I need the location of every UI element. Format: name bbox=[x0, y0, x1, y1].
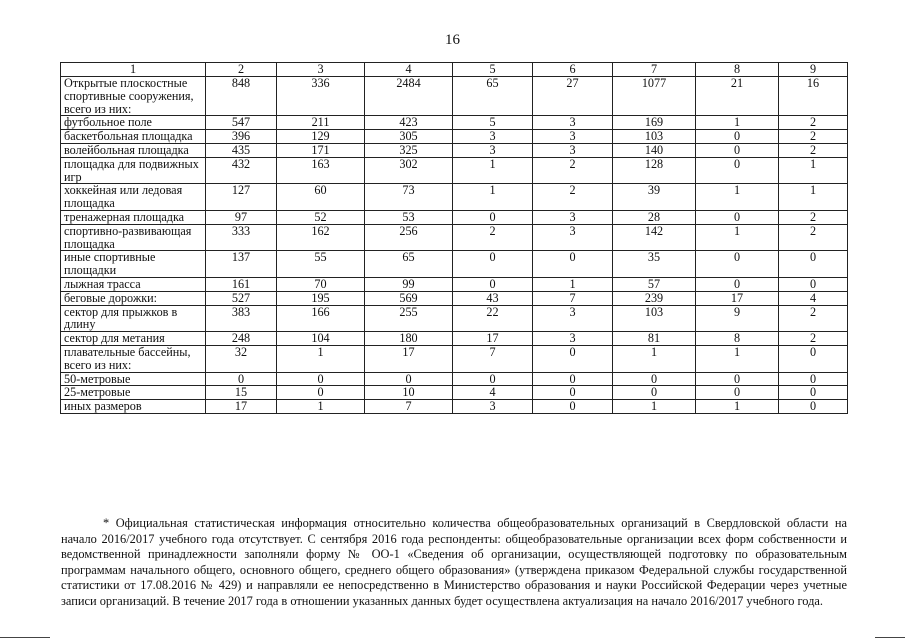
table-cell: 17 bbox=[453, 332, 533, 346]
page-number: 16 bbox=[445, 32, 460, 48]
row-label: сектор для прыжков в длину bbox=[61, 305, 206, 332]
table-cell: 103 bbox=[613, 130, 696, 144]
table-row bbox=[61, 291, 848, 305]
table-row bbox=[61, 143, 848, 157]
table-cell: 396 bbox=[206, 130, 277, 144]
table-cell: 0 bbox=[696, 130, 779, 144]
table-cell: 2484 bbox=[365, 77, 453, 116]
table-cell: 256 bbox=[365, 224, 453, 251]
row-label: тренажерная площадка bbox=[61, 210, 206, 224]
table-cell: 211 bbox=[277, 116, 365, 130]
table-cell: 0 bbox=[533, 400, 613, 414]
table-cell: 21 bbox=[696, 77, 779, 116]
table-cell: 3 bbox=[453, 143, 533, 157]
table-cell: 423 bbox=[365, 116, 453, 130]
table-cell: 0 bbox=[533, 251, 613, 278]
table-row bbox=[61, 386, 848, 400]
table-cell: 9 bbox=[696, 305, 779, 332]
table-cell: 1 bbox=[453, 157, 533, 184]
table-cell: 99 bbox=[365, 277, 453, 291]
table-cell: 0 bbox=[696, 277, 779, 291]
row-label: беговые дорожки: bbox=[61, 291, 206, 305]
table-cell: 569 bbox=[365, 291, 453, 305]
table-row bbox=[61, 77, 848, 116]
table-cell: 0 bbox=[613, 372, 696, 386]
table-cell: 28 bbox=[613, 210, 696, 224]
row-label: плавательные бассейны, всего из них: bbox=[61, 345, 206, 372]
table-row bbox=[61, 277, 848, 291]
table-cell: 1 bbox=[696, 224, 779, 251]
table-cell: 161 bbox=[206, 277, 277, 291]
row-label: 25-метровые bbox=[61, 386, 206, 400]
table-cell: 248 bbox=[206, 332, 277, 346]
table-cell: 1 bbox=[613, 400, 696, 414]
table-cell: 65 bbox=[365, 251, 453, 278]
table-cell: 2 bbox=[533, 157, 613, 184]
table-cell: 180 bbox=[365, 332, 453, 346]
table-cell: 163 bbox=[277, 157, 365, 184]
table-row bbox=[61, 157, 848, 184]
table-cell: 3 bbox=[533, 332, 613, 346]
table-cell: 27 bbox=[533, 77, 613, 116]
table-cell: 39 bbox=[613, 184, 696, 211]
table-cell: 0 bbox=[277, 386, 365, 400]
table-cell: 3 bbox=[533, 143, 613, 157]
table-cell: 333 bbox=[206, 224, 277, 251]
table-cell: 60 bbox=[277, 184, 365, 211]
table-cell: 2 bbox=[779, 224, 848, 251]
table-cell: 97 bbox=[206, 210, 277, 224]
table-cell: 35 bbox=[613, 251, 696, 278]
table-cell: 17 bbox=[696, 291, 779, 305]
column-header: 7 bbox=[613, 63, 696, 77]
table-cell: 0 bbox=[533, 345, 613, 372]
table-cell: 73 bbox=[365, 184, 453, 211]
table-cell: 70 bbox=[277, 277, 365, 291]
row-label: спортивно-развивающая площадка bbox=[61, 224, 206, 251]
statistics-table bbox=[60, 62, 848, 414]
table-cell: 1077 bbox=[613, 77, 696, 116]
table-row bbox=[61, 251, 848, 278]
table-cell: 3 bbox=[453, 400, 533, 414]
table-cell: 3 bbox=[533, 224, 613, 251]
table-cell: 3 bbox=[533, 210, 613, 224]
table-cell: 305 bbox=[365, 130, 453, 144]
table-row bbox=[61, 345, 848, 372]
table-cell: 137 bbox=[206, 251, 277, 278]
table-cell: 3 bbox=[453, 130, 533, 144]
row-label: хоккейная или ледовая площадка bbox=[61, 184, 206, 211]
table-cell: 435 bbox=[206, 143, 277, 157]
table-cell: 239 bbox=[613, 291, 696, 305]
table-cell: 1 bbox=[696, 400, 779, 414]
table-cell: 43 bbox=[453, 291, 533, 305]
table-cell: 432 bbox=[206, 157, 277, 184]
table-cell: 1 bbox=[779, 157, 848, 184]
table-cell: 57 bbox=[613, 277, 696, 291]
table-cell: 32 bbox=[206, 345, 277, 372]
table-cell: 0 bbox=[779, 251, 848, 278]
table-cell: 0 bbox=[613, 386, 696, 400]
table-cell: 0 bbox=[365, 372, 453, 386]
table-cell: 1 bbox=[453, 184, 533, 211]
table-cell: 0 bbox=[453, 210, 533, 224]
table-cell: 55 bbox=[277, 251, 365, 278]
table-cell: 0 bbox=[696, 143, 779, 157]
table-cell: 336 bbox=[277, 77, 365, 116]
table-cell: 17 bbox=[365, 345, 453, 372]
table-cell: 17 bbox=[206, 400, 277, 414]
table-cell: 2 bbox=[533, 184, 613, 211]
table-cell: 1 bbox=[696, 116, 779, 130]
column-header: 9 bbox=[779, 63, 848, 77]
table-cell: 2 bbox=[779, 305, 848, 332]
table-row bbox=[61, 184, 848, 211]
table-row bbox=[61, 224, 848, 251]
table-cell: 5 bbox=[453, 116, 533, 130]
column-header: 1 bbox=[61, 63, 206, 77]
table-cell: 2 bbox=[453, 224, 533, 251]
table-cell: 3 bbox=[533, 130, 613, 144]
footnote: * Официальная статистическая информация относительно количества общеобразовательных организаций в Свердловской области на начало 2016/2017 учебного года отсутствует. С сентября 2016 года респонденты: общеобразовательные организации всех форм собственности и ведомственной принадлежности заполняли форму № ОО-1 «Сведения об организации, осуществляющей подготовку по образовательным программам начального общего, основного общего, среднего общего образования» (утверждена приказом Федеральной службы государственной статистики от 17.08.2016 № 429) и направляли ее непосредственно в Министерство образования и науки Российской Федерации через учетные записи организаций. В течение 2017 года в отношении указанных данных будет осуществлена актуализация на начало 2016/2017 учебного года. bbox=[61, 516, 847, 608]
table-cell: 1 bbox=[779, 184, 848, 211]
table-cell: 0 bbox=[533, 386, 613, 400]
column-header: 6 bbox=[533, 63, 613, 77]
table-cell: 2 bbox=[779, 116, 848, 130]
row-label: 50-метровые bbox=[61, 372, 206, 386]
table-cell: 0 bbox=[696, 157, 779, 184]
table-row bbox=[61, 116, 848, 130]
row-label: лыжная трасса bbox=[61, 277, 206, 291]
column-header: 5 bbox=[453, 63, 533, 77]
table-cell: 0 bbox=[453, 372, 533, 386]
column-header: 4 bbox=[365, 63, 453, 77]
table-cell: 7 bbox=[533, 291, 613, 305]
table-cell: 128 bbox=[613, 157, 696, 184]
table-cell: 7 bbox=[453, 345, 533, 372]
table-cell: 0 bbox=[696, 386, 779, 400]
row-label: Открытые плоскостные спортивные сооружения, всего из них: bbox=[61, 77, 206, 116]
table-cell: 171 bbox=[277, 143, 365, 157]
table-cell: 547 bbox=[206, 116, 277, 130]
table-cell: 22 bbox=[453, 305, 533, 332]
table-cell: 2 bbox=[779, 130, 848, 144]
table-cell: 53 bbox=[365, 210, 453, 224]
table-cell: 129 bbox=[277, 130, 365, 144]
table-cell: 1 bbox=[533, 277, 613, 291]
table-cell: 52 bbox=[277, 210, 365, 224]
table-cell: 3 bbox=[533, 305, 613, 332]
table-cell: 81 bbox=[613, 332, 696, 346]
table-cell: 383 bbox=[206, 305, 277, 332]
table-cell: 0 bbox=[277, 372, 365, 386]
table-row bbox=[61, 305, 848, 332]
table-cell: 4 bbox=[453, 386, 533, 400]
row-label: площадка для подвижных игр bbox=[61, 157, 206, 184]
table-cell: 10 bbox=[365, 386, 453, 400]
table-cell: 0 bbox=[779, 277, 848, 291]
table-cell: 169 bbox=[613, 116, 696, 130]
table-cell: 4 bbox=[779, 291, 848, 305]
table-cell: 195 bbox=[277, 291, 365, 305]
table-cell: 0 bbox=[453, 251, 533, 278]
table-cell: 0 bbox=[206, 372, 277, 386]
table-row bbox=[61, 130, 848, 144]
table-cell: 104 bbox=[277, 332, 365, 346]
column-header: 3 bbox=[277, 63, 365, 77]
row-label: волейбольная площадка bbox=[61, 143, 206, 157]
table-cell: 1 bbox=[696, 184, 779, 211]
table-cell: 140 bbox=[613, 143, 696, 157]
scan-edge-mark bbox=[0, 637, 50, 638]
table-row bbox=[61, 332, 848, 346]
scan-edge-mark bbox=[875, 637, 905, 638]
table-cell: 1 bbox=[277, 345, 365, 372]
table-cell: 65 bbox=[453, 77, 533, 116]
table-cell: 1 bbox=[613, 345, 696, 372]
table-cell: 302 bbox=[365, 157, 453, 184]
table-cell: 848 bbox=[206, 77, 277, 116]
table-cell: 0 bbox=[779, 400, 848, 414]
table-cell: 3 bbox=[533, 116, 613, 130]
table-cell: 127 bbox=[206, 184, 277, 211]
table-cell: 2 bbox=[779, 332, 848, 346]
table-cell: 162 bbox=[277, 224, 365, 251]
table-cell: 166 bbox=[277, 305, 365, 332]
row-label: сектор для метания bbox=[61, 332, 206, 346]
column-header: 2 bbox=[206, 63, 277, 77]
table-cell: 103 bbox=[613, 305, 696, 332]
table-cell: 7 bbox=[365, 400, 453, 414]
table-cell: 0 bbox=[696, 251, 779, 278]
table-cell: 0 bbox=[533, 372, 613, 386]
table-cell: 0 bbox=[696, 372, 779, 386]
table-row bbox=[61, 372, 848, 386]
table-row bbox=[61, 210, 848, 224]
table-cell: 142 bbox=[613, 224, 696, 251]
table-cell: 1 bbox=[696, 345, 779, 372]
table-cell: 0 bbox=[779, 372, 848, 386]
table-cell: 255 bbox=[365, 305, 453, 332]
table-cell: 325 bbox=[365, 143, 453, 157]
row-label: иных размеров bbox=[61, 400, 206, 414]
table-header-row bbox=[61, 63, 848, 77]
table-cell: 0 bbox=[453, 277, 533, 291]
table-cell: 0 bbox=[779, 386, 848, 400]
table-cell: 2 bbox=[779, 143, 848, 157]
row-label: футбольное поле bbox=[61, 116, 206, 130]
column-header: 8 bbox=[696, 63, 779, 77]
table-cell: 527 bbox=[206, 291, 277, 305]
table-cell: 1 bbox=[277, 400, 365, 414]
row-label: иные спортивные площадки bbox=[61, 251, 206, 278]
table-row bbox=[61, 400, 848, 414]
table-cell: 2 bbox=[779, 210, 848, 224]
row-label: баскетбольная площадка bbox=[61, 130, 206, 144]
table-cell: 15 bbox=[206, 386, 277, 400]
table-cell: 8 bbox=[696, 332, 779, 346]
table-cell: 16 bbox=[779, 77, 848, 116]
table-cell: 0 bbox=[696, 210, 779, 224]
table-cell: 0 bbox=[779, 345, 848, 372]
